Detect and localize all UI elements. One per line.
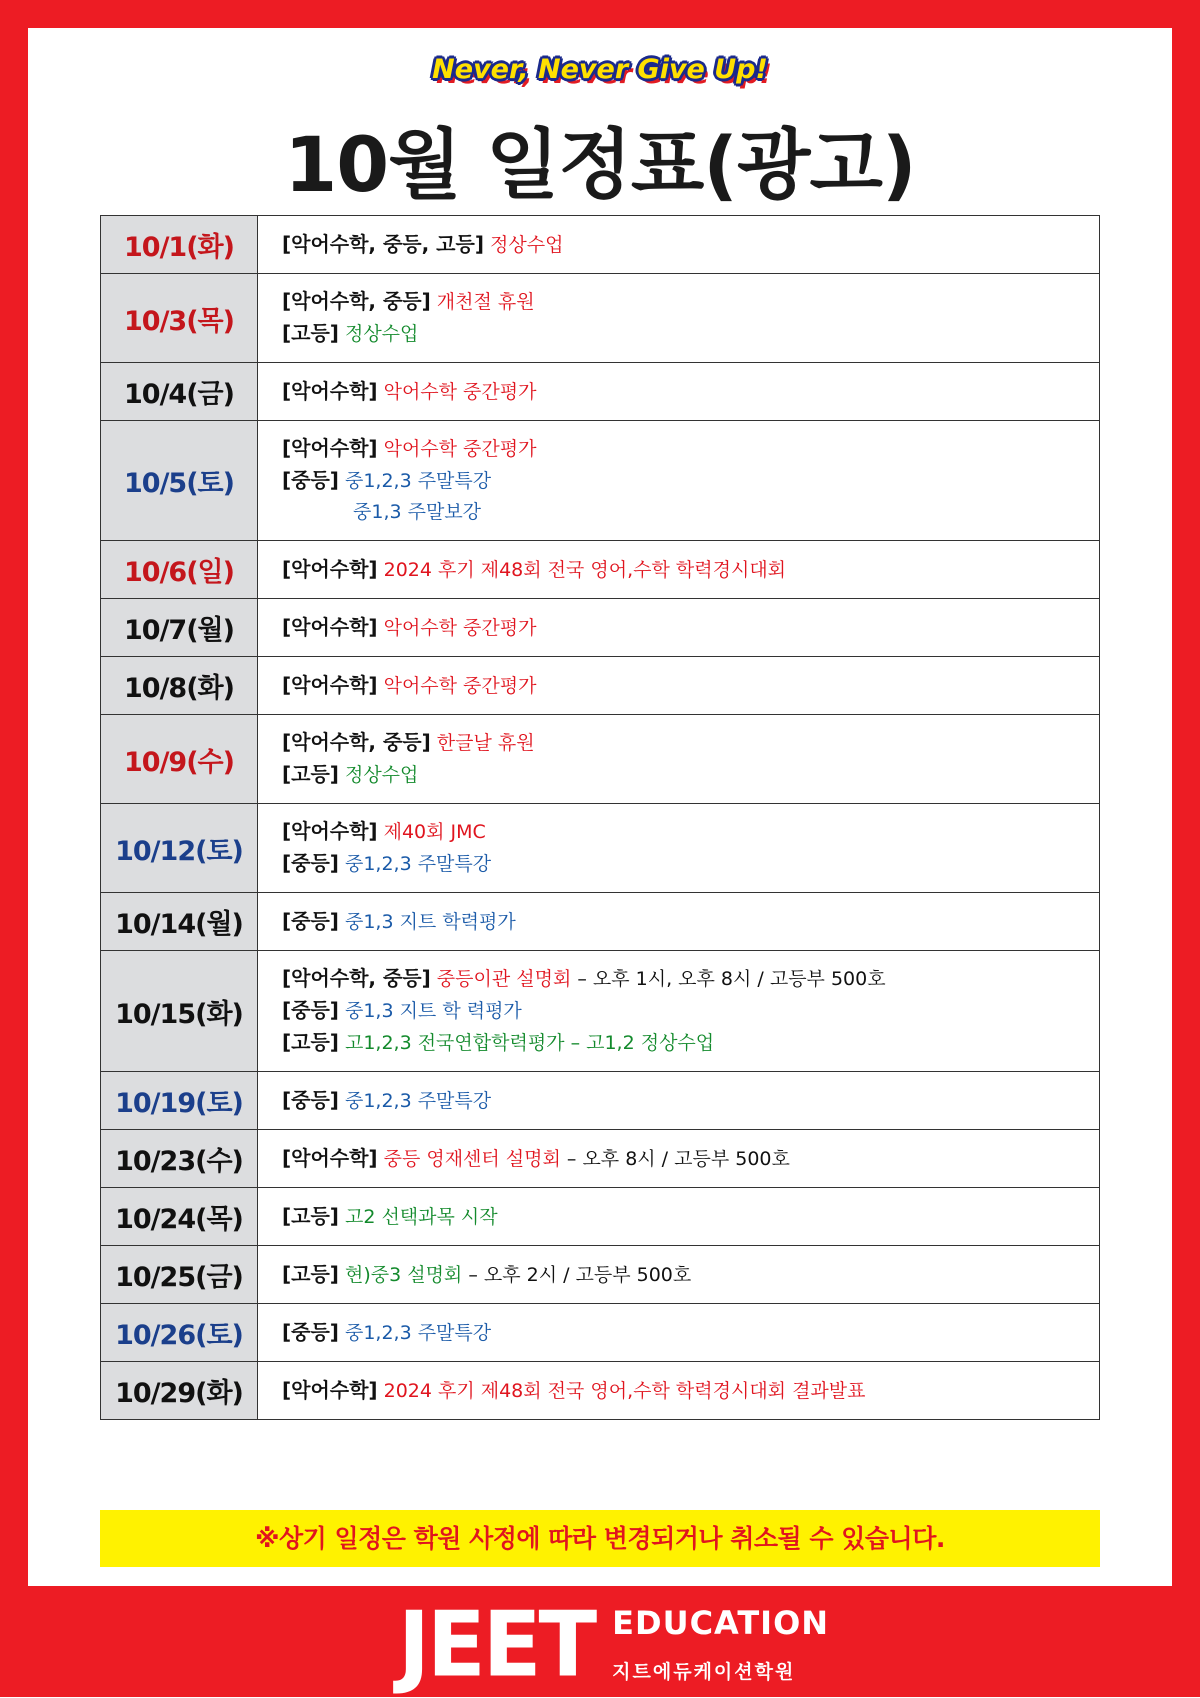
schedule-event-text: 정상수업 <box>338 764 419 786</box>
schedule-event-text: 악어수학 중간평가 <box>377 674 537 697</box>
schedule-target-tag: [중등] <box>282 1087 339 1112</box>
schedule-event-text: 제40회 JMC <box>377 821 486 843</box>
schedule-line <box>282 759 1099 791</box>
schedule-target-tag: [악어수학] <box>282 556 378 581</box>
schedule-line <box>282 433 1099 465</box>
schedule-event-text: 중1,2,3 주말특강 <box>338 853 492 875</box>
schedule-event-text: 중등 영재센터 설명회 <box>377 1147 561 1170</box>
schedule-event-text: 중1,2,3 주말특강 <box>338 1089 492 1112</box>
schedule-details <box>258 1130 1100 1188</box>
brand-education: EDUCATION <box>612 1604 830 1642</box>
schedule-target-tag: [악어수학] <box>282 1145 378 1170</box>
schedule-date: 10/8(화) <box>101 657 258 715</box>
schedule-line <box>282 465 1099 497</box>
schedule-event-text: 악어수학 중간평가 <box>377 380 537 403</box>
schedule-table <box>100 215 1100 1420</box>
schedule-event-text: 악어수학 중간평가 <box>377 616 537 639</box>
schedule-row <box>101 274 1100 363</box>
schedule-date: 10/5(토) <box>101 421 258 541</box>
schedule-event-text: 중1,2,3 주말특강 <box>338 1321 492 1344</box>
schedule-row <box>101 363 1100 421</box>
schedule-line <box>282 1375 1099 1407</box>
schedule-event-text: 한글날 휴원 <box>430 732 535 754</box>
schedule-line <box>282 1201 1099 1233</box>
schedule-row <box>101 216 1100 274</box>
schedule-event-text: – 오후 1시, 오후 8시 / 고등부 500호 <box>571 968 886 990</box>
schedule-date: 10/26(토) <box>101 1304 258 1362</box>
schedule-line <box>282 1259 1099 1291</box>
schedule-row <box>101 1246 1100 1304</box>
schedule-event-text: – 오후 8시 / 고등부 500호 <box>560 1147 790 1170</box>
schedule-event-text: 정상수업 <box>483 233 564 256</box>
schedule-event-text: 중1,3 지트 학력평가 <box>338 910 516 933</box>
schedule-row <box>101 421 1100 541</box>
schedule-details <box>258 1072 1100 1130</box>
schedule-details <box>258 951 1100 1072</box>
schedule-line <box>282 727 1099 759</box>
schedule-line <box>282 612 1099 644</box>
schedule-event-text: 현)중3 설명회 <box>338 1263 463 1286</box>
schedule-event-text: 중1,3 주말보강 <box>353 501 482 523</box>
schedule-target-tag: [악어수학] <box>282 378 378 403</box>
schedule-target-tag: [악어수학, 중등, 고등] <box>282 231 484 256</box>
schedule-event-text: 2024 후기 제48회 전국 영어,수학 학력경시대회 결과발표 <box>377 1379 866 1402</box>
schedule-line <box>282 670 1099 702</box>
page-title: 10월 일정표(광고) <box>284 120 916 209</box>
schedule-date: 10/19(토) <box>101 1072 258 1130</box>
footer <box>0 1586 1200 1697</box>
schedule-row <box>101 1362 1100 1420</box>
schedule-row <box>101 893 1100 951</box>
schedule-details <box>258 421 1100 541</box>
schedule-panel <box>28 28 1172 1586</box>
schedule-line <box>282 286 1099 318</box>
schedule-target-tag: [고등] <box>282 1261 339 1286</box>
schedule-row <box>101 951 1100 1072</box>
schedule-date: 10/3(목) <box>101 274 258 363</box>
schedule-target-tag: [중등] <box>282 908 339 933</box>
schedule-line <box>282 906 1099 938</box>
schedule-row <box>101 804 1100 893</box>
schedule-target-tag: [고등] <box>282 321 339 345</box>
schedule-line <box>282 995 1099 1027</box>
schedule-details <box>258 715 1100 804</box>
schedule-row <box>101 1188 1100 1246</box>
schedule-event-text: 고2 선택과목 시작 <box>338 1205 498 1228</box>
schedule-date: 10/24(목) <box>101 1188 258 1246</box>
schedule-target-tag: [악어수학, 중등] <box>282 289 431 313</box>
schedule-target-tag: [악어수학] <box>282 819 378 843</box>
schedule-date: 10/7(월) <box>101 599 258 657</box>
schedule-date: 10/14(월) <box>101 893 258 951</box>
schedule-date: 10/6(일) <box>101 541 258 599</box>
notice-banner: ※상기 일정은 학원 사정에 따라 변경되거나 취소될 수 있습니다. <box>100 1510 1100 1567</box>
brand-side <box>612 1606 829 1684</box>
schedule-event-text: – 오후 2시 / 고등부 500호 <box>462 1263 692 1286</box>
schedule-row <box>101 599 1100 657</box>
slogan-text: Never, Never Give Up! <box>432 54 768 85</box>
schedule-date: 10/29(화) <box>101 1362 258 1420</box>
schedule-details <box>258 804 1100 893</box>
schedule-event-text: 중1,3 지트 학 력평가 <box>338 1000 522 1022</box>
schedule-target-tag: [악어수학] <box>282 436 378 460</box>
schedule-row <box>101 1130 1100 1188</box>
schedule-target-tag: [악어수학] <box>282 1377 378 1402</box>
schedule-date: 10/1(화) <box>101 216 258 274</box>
schedule-event-text: 개천절 휴원 <box>430 291 535 313</box>
schedule-details <box>258 541 1100 599</box>
schedule-details <box>258 599 1100 657</box>
schedule-line <box>282 816 1099 848</box>
schedule-date: 10/23(수) <box>101 1130 258 1188</box>
schedule-details <box>258 893 1100 951</box>
schedule-line <box>282 318 1099 350</box>
schedule-date: 10/15(화) <box>101 951 258 1072</box>
schedule-date: 10/9(수) <box>101 715 258 804</box>
schedule-target-tag: [중등] <box>282 1319 339 1344</box>
schedule-row <box>101 1072 1100 1130</box>
schedule-target-tag: [중등] <box>282 468 339 492</box>
schedule-date: 10/12(토) <box>101 804 258 893</box>
schedule-details <box>258 363 1100 421</box>
schedule-date: 10/4(금) <box>101 363 258 421</box>
schedule-target-tag: [고등] <box>282 762 339 786</box>
schedule-target-tag: [고등] <box>282 1203 339 1228</box>
schedule-event-text: 정상수업 <box>338 323 419 345</box>
schedule-date: 10/25(금) <box>101 1246 258 1304</box>
schedule-target-tag: [악어수학] <box>282 672 378 697</box>
schedule-event-text: 중등이관 설명회 <box>430 968 572 990</box>
schedule-row <box>101 715 1100 804</box>
schedule-line <box>282 1143 1099 1175</box>
slogan <box>28 52 1172 87</box>
schedule-target-tag: [고등] <box>282 1030 339 1054</box>
schedule-line <box>282 1027 1099 1059</box>
schedule-line <box>282 848 1099 880</box>
schedule-row <box>101 657 1100 715</box>
schedule-target-tag: [중등] <box>282 851 339 875</box>
brand-name: JEET <box>398 1592 595 1698</box>
schedule-row <box>101 1304 1100 1362</box>
schedule-target-tag: [중등] <box>282 998 339 1022</box>
schedule-line <box>282 963 1099 995</box>
schedule-event-text: 악어수학 중간평가 <box>377 438 537 460</box>
schedule-details <box>258 216 1100 274</box>
schedule-line <box>282 1085 1099 1117</box>
schedule-details <box>258 1304 1100 1362</box>
schedule-line <box>282 1317 1099 1349</box>
schedule-line <box>282 229 1099 261</box>
schedule-event-text: 2024 후기 제48회 전국 영어,수학 학력경시대회 <box>377 558 787 581</box>
schedule-details <box>258 1246 1100 1304</box>
schedule-details <box>258 657 1100 715</box>
schedule-event-text: 고1,2,3 전국연합학력평가 – 고1,2 정상수업 <box>338 1032 715 1054</box>
schedule-details <box>258 274 1100 363</box>
schedule-target-tag: [악어수학] <box>282 614 378 639</box>
schedule-event-text: 중1,2,3 주말특강 <box>338 470 492 492</box>
schedule-details <box>258 1188 1100 1246</box>
schedule-row <box>101 541 1100 599</box>
schedule-body <box>101 216 1100 1420</box>
schedule-target-tag: [악어수학, 중등] <box>282 730 431 754</box>
schedule-details <box>258 1362 1100 1420</box>
brand-korean-name: 지트에듀케이션학원 <box>612 1661 796 1683</box>
schedule-line <box>282 497 1099 528</box>
brand-logo <box>398 1592 830 1698</box>
schedule-line <box>282 554 1099 586</box>
schedule-target-tag: [악어수학, 중등] <box>282 966 431 990</box>
schedule-line <box>282 376 1099 408</box>
